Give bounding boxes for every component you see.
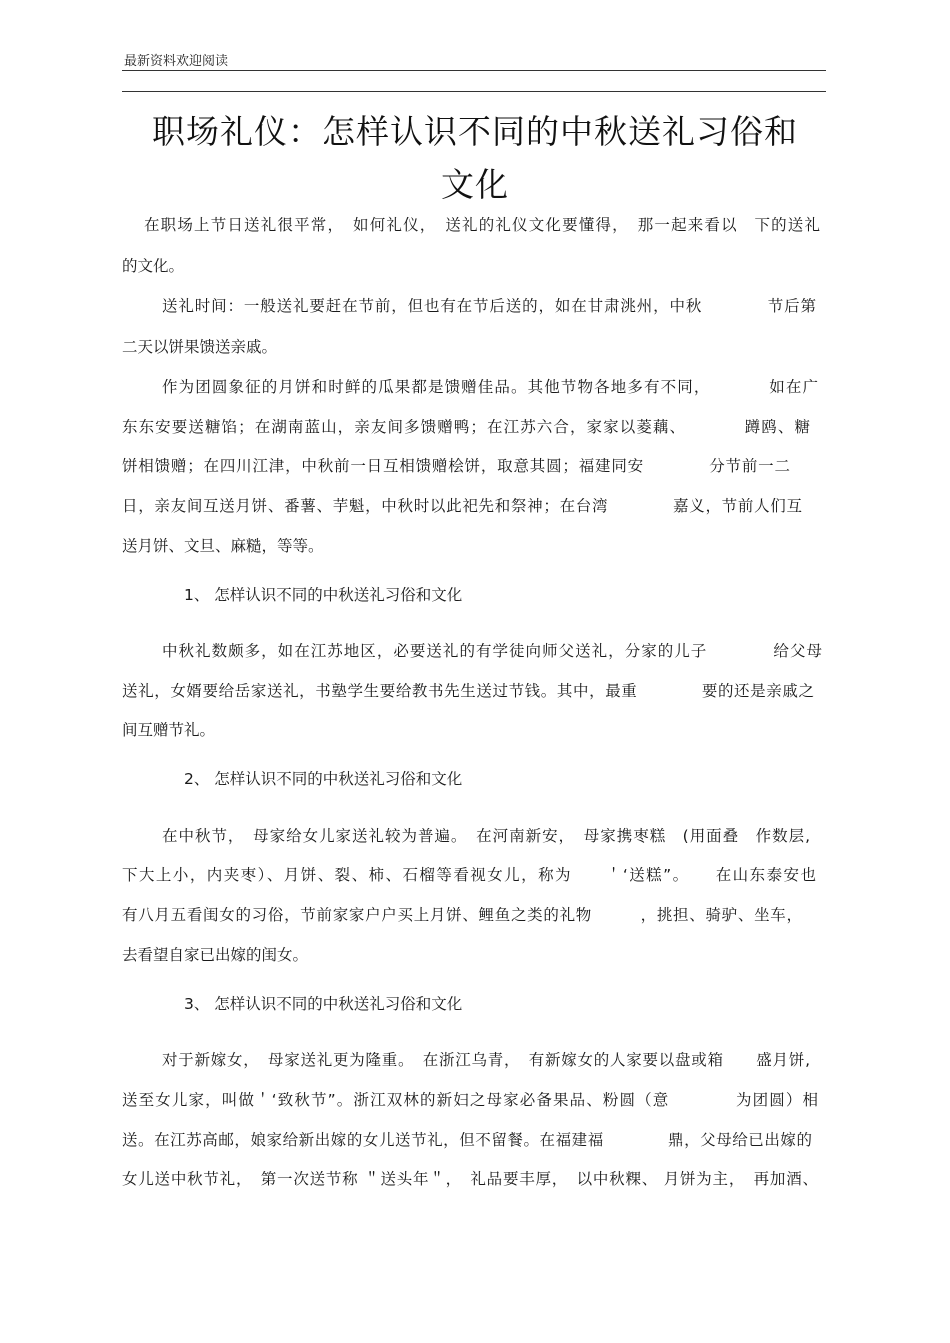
document-title-line-1: 职场礼仪：怎样认识不同的中秋送礼习俗和 (152, 112, 798, 151)
section-heading-1: 1、 怎样认识不同的中秋送礼习俗和文化 (184, 586, 463, 604)
section2-line: 有八月五看闺女的习俗，节前家家户户买上月饼、鲤鱼之类的礼物 ，挑担、骑驴、坐车， (122, 906, 802, 924)
time-paragraph-line: 二天以饼果馈送亲戚。 (122, 338, 278, 356)
section-heading-3: 3、 怎样认识不同的中秋送礼习俗和文化 (184, 995, 463, 1013)
gifts-paragraph-line: 作为团圆象征的月饼和时鲜的瓜果都是馈赠佳品。其他节物各地多有不同， 如在广 (162, 378, 818, 396)
time-paragraph-line: 送礼时间：一般送礼要赶在节前，但也有在节后送的，如在甘肃洮州，中秋 节后第 (162, 297, 816, 315)
intro-line: 在职场上节日送礼很平常， 如何礼仪， 送礼的礼仪文化要懂得， 那一起来看以 下的送礼 (144, 216, 820, 234)
section3-line: 对于新嫁女， 母家送礼更为隆重。 在浙江乌青， 有新嫁女的人家要以盘或箱 盛月饼, (162, 1051, 810, 1069)
section1-line: 间互赠节礼。 (122, 721, 216, 739)
page-header: 最新资料欢迎阅读 (124, 54, 229, 69)
section-heading-2: 2、 怎样认识不同的中秋送礼习俗和文化 (184, 770, 463, 788)
gifts-paragraph-line: 饼相馈赠；在四川江津，中秋前一日互相馈赠桧饼，取意其圆；福建同安 分节前一二 (122, 457, 790, 475)
gifts-paragraph-line: 日，亲友间互送月饼、番薯、芋魁，中秋时以此祀先和祭神；在台湾 嘉义，节前人们互 (122, 497, 802, 515)
section2-line: 下大上小，内夹枣）、月饼、裂、柿、石榴等看视女儿，称为 ＇‘送糕”。 在山东泰安也 (122, 866, 816, 884)
section1-line: 中秋礼数颇多，如在江苏地区，必要送礼的有学徒向师父送礼，分家的儿子 给父母 (162, 642, 822, 660)
header-rule-top (122, 70, 826, 71)
section3-line: 送。在江苏高邮，娘家给新出嫁的女儿送节礼，但不留餐。在福建福 鼎，父母给已出嫁的 (122, 1131, 812, 1149)
intro-line: 的文化。 (122, 257, 185, 275)
gifts-paragraph-line: 送月饼、文旦、麻糙，等等。 (122, 537, 324, 555)
section3-line: 女儿送中秋节礼， 第一次送节称 ＂送头年＂， 礼品要丰厚， 以中秋粿、 月饼为主， 再加酒、 (122, 1170, 818, 1188)
section2-line: 在中秋节， 母家给女儿家送礼较为普遍。 在河南新安， 母家携枣糕 (用面叠 作数层, (162, 827, 810, 845)
header-rule-bottom (122, 91, 826, 92)
section3-line: 送至女儿家，叫做＇‘致秋节”。浙江双林的新妇之母家必备果品、粉圆（意 为团圆）相 (122, 1091, 818, 1109)
document-title-line-2: 文化 (441, 165, 509, 204)
gifts-paragraph-line: 东东安要送糖馅；在湖南蓝山，亲友间多馈赠鸭；在江苏六合，家家以菱藕、 蹲鸥、糖 (122, 418, 810, 436)
section2-line: 去看望自家已出嫁的闺女。 (122, 946, 309, 964)
section1-line: 送礼，女婿要给岳家送礼，书塾学生要给教书先生送过节钱。其中，最重 要的还是亲戚之 (122, 682, 814, 700)
